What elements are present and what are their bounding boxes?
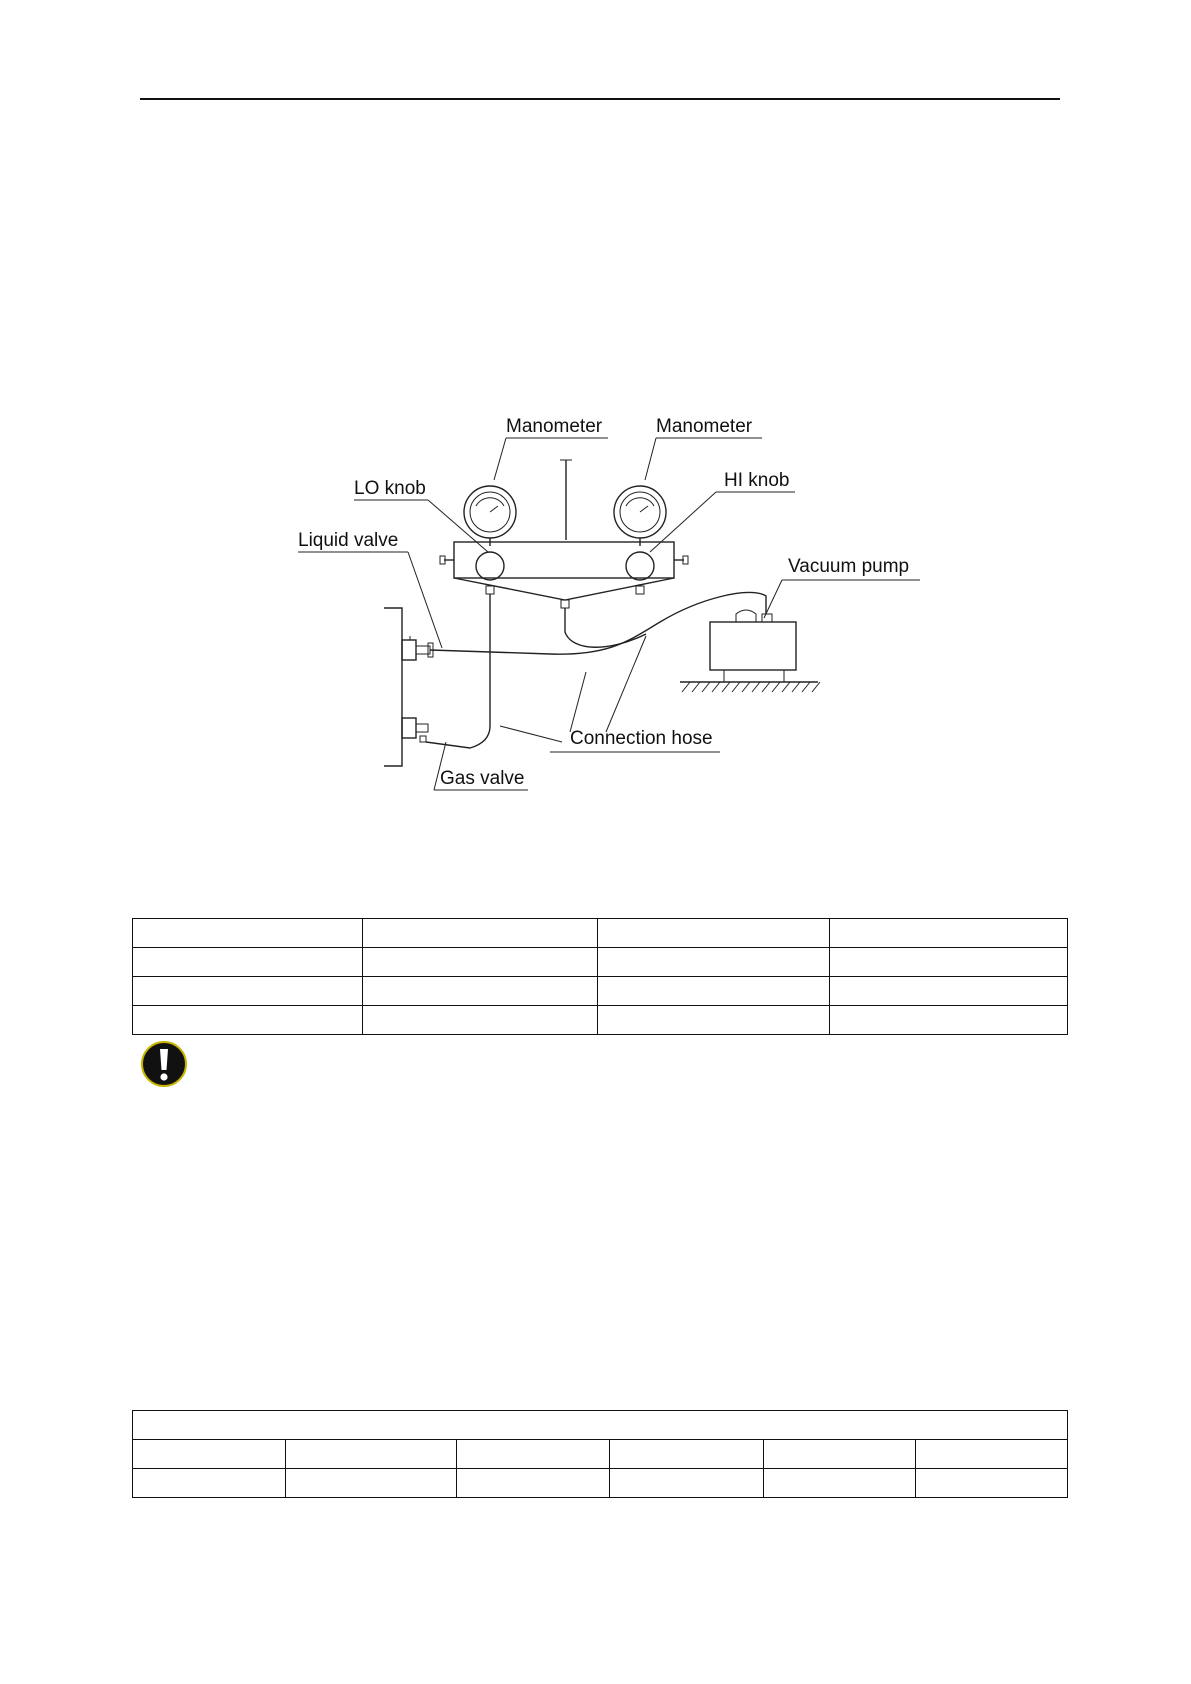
manifold-port-lo (486, 586, 494, 594)
table-1-cell (133, 1006, 363, 1035)
hose-center-to-hose (565, 608, 646, 647)
label-connection-hose: Connection hose (570, 728, 713, 749)
label-lo-knob: LO knob (354, 478, 426, 499)
table-2-cell (133, 1469, 286, 1498)
label-gas-valve: Gas valve (440, 768, 525, 789)
liquid-valve-shape (402, 636, 433, 660)
table-2-cell (286, 1469, 457, 1498)
lo-knob-shape (440, 552, 504, 580)
manifold-bottom-v (454, 578, 674, 600)
table-1 (132, 918, 1068, 1035)
table-1-cell (598, 977, 830, 1006)
hose-lo-to-gas-valve (426, 594, 490, 748)
label-vacuum-pump: Vacuum pump (788, 556, 910, 577)
manometer-right-gauge (614, 486, 666, 546)
table-1-cell (598, 948, 830, 977)
hi-knob-shape (626, 552, 688, 580)
table-1-cell (363, 919, 598, 948)
leader-connection-hose-2 (606, 636, 646, 732)
table-1-cell (363, 1006, 598, 1035)
table-2-row (133, 1469, 1068, 1498)
leader-lo-knob (428, 500, 488, 552)
table-1-row (133, 948, 1068, 977)
hose-liquid-to-pump (430, 592, 766, 654)
table-2-header-cell (133, 1411, 1068, 1440)
table-2-cell (286, 1440, 457, 1469)
table-2-cell (764, 1469, 916, 1498)
table-1-cell (133, 919, 363, 948)
table-1-cell (363, 948, 598, 977)
table-1-cell (598, 1006, 830, 1035)
leader-liquid-valve (408, 552, 442, 648)
caution-exclamation-icon (140, 1040, 188, 1088)
vacuum-pump-shape (680, 610, 820, 692)
table-1-cell (133, 948, 363, 977)
table-1-row (133, 977, 1068, 1006)
table-2-row (133, 1440, 1068, 1469)
table-2-cell (457, 1440, 610, 1469)
manifold-body (454, 542, 674, 578)
table-1-cell (830, 977, 1068, 1006)
label-hi-knob: HI knob (724, 470, 790, 491)
leader-manometer-right (645, 438, 656, 480)
leader-connection-hose-3 (500, 726, 562, 742)
leader-connection-hose-1 (570, 672, 586, 732)
table-2-cell (916, 1440, 1068, 1469)
table-2-cell (610, 1469, 764, 1498)
table-2-cell (916, 1469, 1068, 1498)
label-manometer-right: Manometer (656, 416, 753, 437)
table-1-cell (133, 977, 363, 1006)
table-1-cell (598, 919, 830, 948)
manifold-port-hi (636, 586, 644, 594)
table-2-cell (610, 1440, 764, 1469)
table-1-cell (830, 1006, 1068, 1035)
table-2-cell (764, 1440, 916, 1469)
vacuum-connection-diagram (280, 400, 940, 810)
table-1-row (133, 919, 1068, 948)
table-2-cell (457, 1469, 610, 1498)
leader-hi-knob (650, 492, 716, 552)
table-2-cell (133, 1440, 286, 1469)
table-2 (132, 1410, 1068, 1498)
table-1-cell (830, 919, 1068, 948)
table-1-row (133, 1006, 1068, 1035)
label-liquid-valve: Liquid valve (298, 530, 399, 551)
leader-manometer-left (494, 438, 506, 480)
header-rule (140, 98, 1060, 100)
manometer-left-gauge (464, 486, 516, 546)
label-manometer-left: Manometer (506, 416, 603, 437)
manifold-port-center (561, 600, 569, 608)
outdoor-unit-wall (384, 608, 402, 766)
table-1-cell (363, 977, 598, 1006)
table-1-cell (830, 948, 1068, 977)
table-2-header-row (133, 1411, 1068, 1440)
gas-valve-shape (402, 718, 428, 742)
